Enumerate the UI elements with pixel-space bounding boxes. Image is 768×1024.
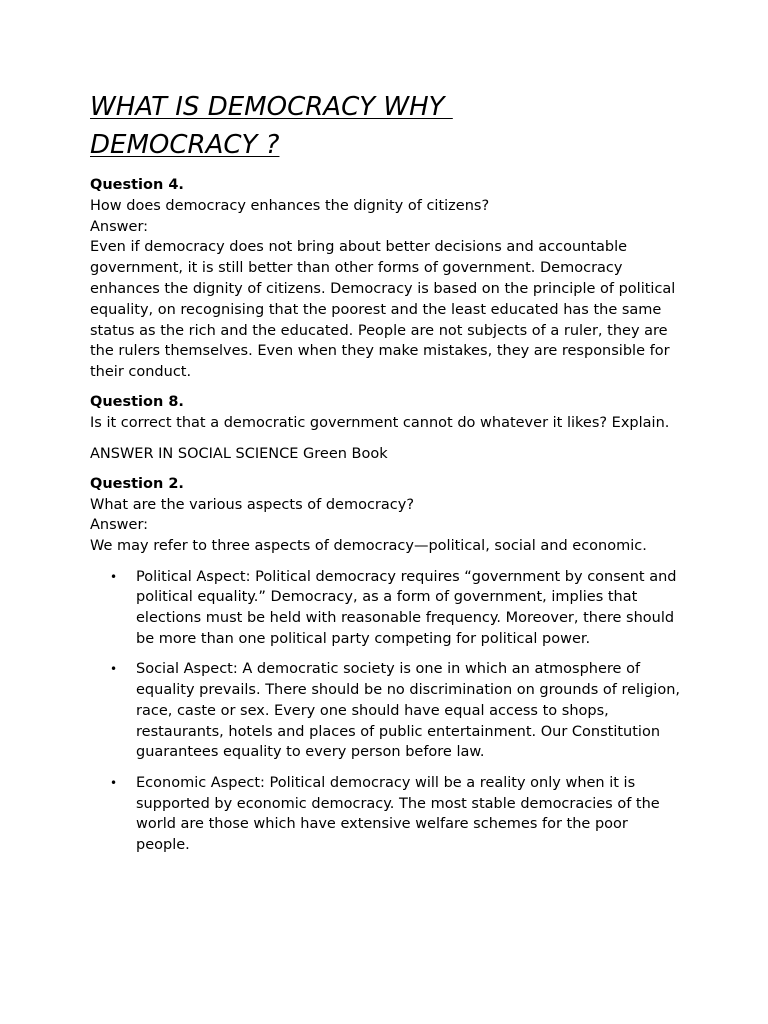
question-4-label: Question 4.	[90, 177, 184, 193]
question-8-text: Is it correct that a democratic government cannot do whatever it likes? Explain.	[90, 415, 670, 432]
answer-note: ANSWER IN SOCIAL SCIENCE Green Book	[90, 445, 388, 462]
question-8-label: Question 8.	[90, 394, 184, 411]
question-4-block	[90, 175, 680, 383]
question-8-block	[90, 392, 680, 434]
note-block	[90, 444, 680, 465]
question-4-text: How does democracy enhances the dignity of citizens?	[90, 197, 490, 214]
question-4-answer-label: Answer:	[90, 218, 149, 235]
question-2-answer-label: Answer:	[90, 517, 149, 534]
list-item-text: Economic Aspect: Political democracy will be a reality only when it is supported by economic democracy. The most stable democracies of the world are those which have extensive welfare schemes for the poor people.	[136, 774, 660, 854]
list-item	[90, 659, 680, 763]
question-2-block	[90, 474, 680, 557]
bullet-icon: •	[110, 569, 118, 584]
page-title: WHAT IS DEMOCRACY WHY DEMOCRACY ?	[90, 92, 445, 160]
question-4-answer: Even if democracy does not bring about better decisions and accountable government, it is still better than other forms of government. Democracy enhances the dignity of citizens. Democracy is based on the principle of political equality, on recognising that the poorest and the least educated has the same status as the rich and the educated. People are not subjects of a ruler, they are the rulers themselves. Even when they make mistakes, they are responsible for their conduct.	[90, 239, 676, 381]
question-2-answer-intro: We may refer to three aspects of democracy—political, social and economic.	[90, 538, 647, 555]
list-item	[90, 567, 680, 650]
list-item	[90, 773, 680, 856]
list-item-text: Political Aspect: Political democracy requires “government by consent and political equality.” Democracy, as a form of government, implies that elections must be held with reasonable frequency. Moreover, there should be more than one political party competing for political power.	[136, 568, 677, 647]
list-item-text: Social Aspect: A democratic society is one in which an atmosphere of equality prevails. There should be no discrimination on grounds of religion, race, caste or sex. Every one should have equal access to shops, restaurants, hotels and places of public entertainment. Our Constitution guarantees equality to every person before law.	[136, 661, 680, 761]
question-2-text: What are the various aspects of democracy?	[90, 496, 415, 513]
question-2-label: Question 2.	[90, 475, 184, 492]
bullet-icon: •	[110, 775, 118, 790]
document-page	[90, 88, 680, 865]
aspects-list	[90, 567, 680, 856]
bullet-icon: •	[110, 662, 118, 677]
